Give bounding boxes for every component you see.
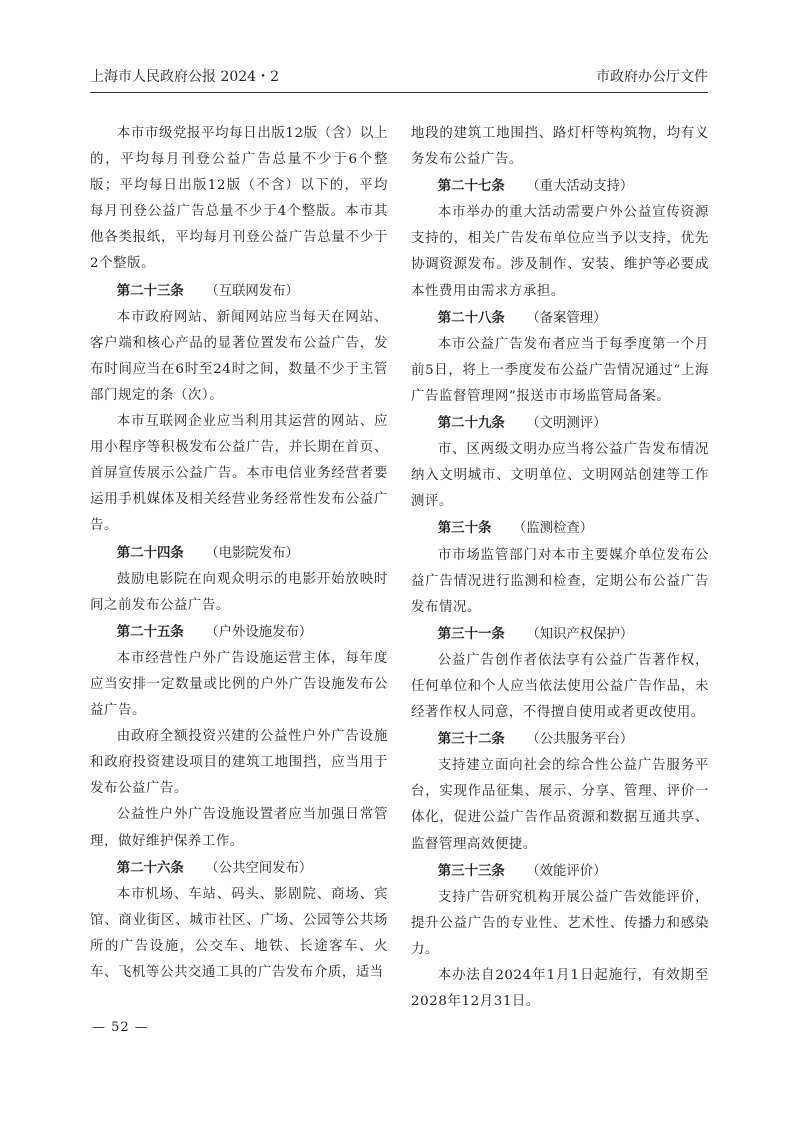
paragraph: 本市政府网站、新闻网站应当每天在网站、客户端和核心产品的显著位置发布公益广告，发布时间应当在6时至24时之间，数量不少于主管部门规定的条（次）。 — [90, 309, 388, 403]
paragraph: 本办法自2024年1月1日起施行，有效期至2028年12月31日。 — [411, 968, 709, 1010]
article-title: （互联网发布） — [205, 283, 299, 299]
article-number: 第二十六条 — [116, 859, 184, 876]
paragraph: 本市市级党报平均每日出版12版（含）以上的，平均每月刊登公益广告总量不少于6个整版；平均每日出版12版（不含）以下的，平均每月刊登公益广告总量不少于4个整版。本市其他各类报纸，平均每月刊登公益广告总量不少于2个整版。 — [90, 126, 388, 272]
article-title: （监测检查） — [512, 521, 594, 537]
article-heading — [411, 726, 709, 753]
article-number: 第三十条 — [437, 520, 492, 537]
paragraph: 本市互联网企业应当利用其运营的网站、应用小程序等积极发布公益广告，并长期在首页、首屏宣传展示公益广告。本市电信业务经营者要运用手机媒体及相关经营业务经常性发布公益广告。 — [90, 414, 388, 534]
article-heading — [90, 278, 388, 305]
article-heading — [411, 515, 709, 542]
article-number: 第二十三条 — [116, 282, 184, 299]
article-number: 第三十二条 — [437, 731, 505, 748]
article-number: 第二十八条 — [437, 309, 505, 326]
paragraph: 地段的建筑工地围挡、路灯杆等构筑物，均有义务发布公益广告。 — [411, 126, 709, 168]
article-number: 第二十七条 — [437, 178, 505, 195]
right-column — [411, 121, 709, 1015]
page-number: — 52 — — [92, 1020, 149, 1035]
article-title: （重大活动支持） — [526, 179, 634, 195]
article-title: （备案管理） — [526, 310, 607, 326]
left-column — [90, 121, 388, 986]
paragraph: 市市场监管部门对本市主要媒介单位发布公益广告情况进行监测和检查，定期公布公益广告发布情况。 — [411, 547, 709, 615]
paragraph: 鼓励电影院在向观众明示的电影开始放映时间之前发布公益广告。 — [90, 571, 388, 613]
article-title: （知识产权保护） — [526, 626, 634, 642]
article-heading — [411, 621, 709, 648]
paragraph: 公益广告创作者依法享有公益广告著作权，任何单位和个人应当依法使用公益广告作品，未经著作权人同意，不得擅自使用或者更改使用。 — [411, 652, 709, 721]
paragraph: 本市经营性户外广告设施运营主体，每年度应当安排一定数量或比例的户外广告设施发布公益广告。 — [90, 650, 388, 719]
paragraph: 市、区两级文明办应当将公益广告发布情况纳入文明城市、文明单位、文明网站创建等工作测评。 — [411, 442, 709, 510]
article-title: （公共空间发布） — [205, 860, 313, 876]
article-title: （电影院发布） — [205, 545, 299, 561]
paragraph: 本市公益广告发布者应当于每季度第一个月前5日，将上一季度发布公益广告情况通过“上海广告监督管理网”报送市市场监管局备案。 — [411, 336, 709, 404]
article-number: 第三十一条 — [437, 625, 505, 642]
paragraph: 支持广告研究机构开展公益广告效能评价，提升公益广告的专业性、艺术性、传播力和感染力。 — [411, 889, 709, 957]
article-heading — [411, 858, 709, 885]
article-heading — [411, 173, 709, 200]
article-heading — [411, 410, 709, 437]
article-title: （公共服务平台） — [526, 732, 634, 748]
article-number: 第三十三条 — [437, 862, 505, 879]
paragraph: 公益性户外广告设施设置者应当加强日常管理，做好维护保养工作。 — [90, 807, 388, 849]
article-number: 第二十五条 — [116, 623, 184, 640]
paragraph: 本市举办的重大活动需要户外公益宣传资源支持的，相关广告发布单位应当予以支持，优先协调资源发布。涉及制作、安装、维护等必要成本性费用由需求方承担。 — [411, 205, 709, 299]
article-number: 第二十九条 — [437, 415, 505, 432]
article-heading — [411, 305, 709, 332]
article-heading — [90, 855, 388, 882]
article-title: （文明测评） — [526, 416, 607, 432]
article-heading — [90, 619, 388, 646]
article-number: 第二十四条 — [116, 544, 184, 561]
section-title: 市政府办公厅文件 — [596, 69, 708, 85]
publication-title: 上海市人民政府公报 2024・2 — [90, 69, 279, 85]
article-heading — [90, 540, 388, 567]
paragraph: 由政府全额投资兴建的公益性户外广告设施和政府投资建设项目的建筑工地围挡，应当用于发布公益广告。 — [90, 729, 388, 797]
article-title: （户外设施发布） — [205, 624, 313, 640]
article-title: （效能评价） — [526, 863, 607, 879]
paragraph: 支持建立面向社会的综合性公益广告服务平台，实现作品征集、展示、分享、管理、评价一体化，促进公益广告作品资源和数据互通共享、监督管理高效便捷。 — [411, 758, 709, 852]
running-header — [90, 66, 708, 93]
paragraph: 本市机场、车站、码头、影剧院、商场、宾馆、商业街区、城市社区、广场、公园等公共场所的广告设施，公交车、地铁、长途客车、火车、飞机等公共交通工具的广告发布介质，适当 — [90, 886, 388, 980]
